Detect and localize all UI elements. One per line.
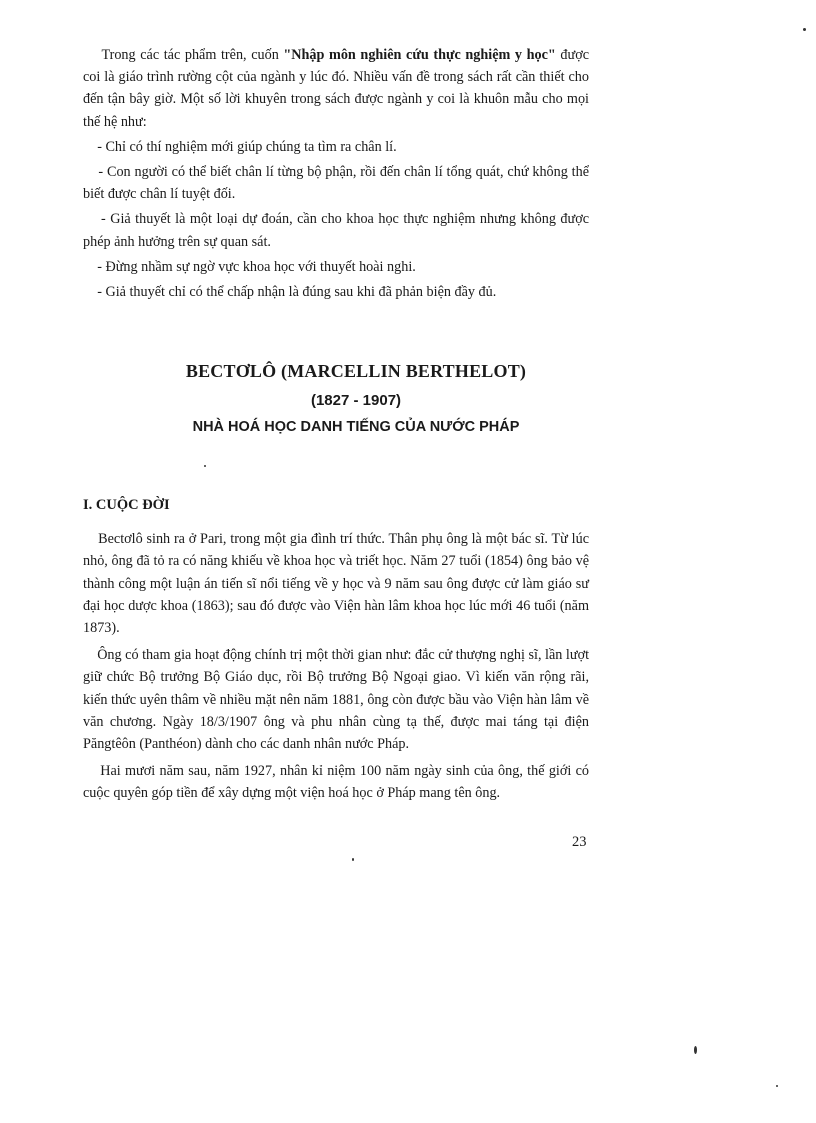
- scan-speck: [694, 1046, 697, 1054]
- bullet-item: [83, 161, 589, 205]
- body-paragraph-text: Bectơlô sinh ra ở Pari, trong một gia đình trí thức. Thân phụ ông là một bác sĩ. Từ lúc nhỏ, ông đã tỏ ra có năng khiếu về khoa học và triết học. Năm 27 tuổi (1854) ông bảo vệ thành công một luận án tiến sĩ nổi tiếng về y học và 9 năm sau ông được cử làm giáo sư đại học dược khoa (1863); sau đó được vào Viện hàn lâm khoa học lúc mới 46 tuổi (năm 1873).: [83, 531, 589, 637]
- bullet-text: - Con người có thể biết chân lí từng bộ phận, rồi đến chân lí tổng quát, chứ không thể biết được chân lí tuyệt đối.: [83, 164, 590, 203]
- bullet-item: [83, 208, 589, 252]
- scan-speck: [776, 1085, 778, 1087]
- bullet-text: - Giả thuyết chỉ có thể chấp nhận là đúng sau khi đã phản biện đầy đủ.: [97, 284, 497, 301]
- body-paragraph: [83, 528, 589, 639]
- page-number: 23: [572, 834, 587, 850]
- scan-speck: [352, 858, 354, 861]
- chapter-title: BECTƠLÔ (MARCELLIN BERTHELOT): [185, 361, 527, 382]
- bullet-text: - Giả thuyết là một loại dự đoán, cần cho khoa học thực nghiệm nhưng không được phép ảnh hưởng trên sự quan sát.: [83, 211, 590, 250]
- intro-lead: Trong các tác phẩm trên, cuốn: [101, 47, 284, 63]
- bullet-text: - Chỉ có thí nghiệm mới giúp chúng ta tìm ra chân lí.: [97, 138, 397, 155]
- scan-speck: [803, 28, 806, 31]
- bullet-text: - Đừng nhầm sự ngờ vực khoa học với thuyết hoài nghi.: [97, 258, 416, 275]
- chapter-subtitle: NHÀ HOÁ HỌC DANH TIẾNG CỦA NƯỚC PHÁP: [192, 419, 520, 436]
- scan-speck: [204, 465, 206, 467]
- chapter-years: (1827 - 1907): [310, 392, 402, 410]
- body-paragraph-text: Hai mươi năm sau, năm 1927, nhân kỉ niệm 100 năm ngày sinh của ông, thế giới có cuộc quyên góp tiền để xây dựng một viện hoá học ở Pháp mang tên ông.: [83, 763, 589, 802]
- page-content: [83, 44, 589, 805]
- section-heading: I. CUỘC ĐỜI: [83, 497, 170, 514]
- book-title: "Nhập môn nghiên cứu thực nghiệm y học": [283, 47, 556, 63]
- bullet-item: [83, 281, 589, 303]
- body-paragraph: [83, 644, 589, 755]
- bullet-item: [83, 256, 589, 278]
- body-paragraph: [83, 760, 589, 804]
- intro-rest: được coi là giáo trình rường cột của ngành y lúc đó. Nhiều vấn đề trong sách rất cần thiết cho đến tận bây giờ. Một số lời khuyên trong sách được ngành y coi là khuôn mẫu cho mọi thế hệ như:: [83, 47, 589, 130]
- body-paragraph-text: Ông có tham gia hoạt động chính trị một thời gian như: đắc cử thượng nghị sĩ, lần lượt giữ chức Bộ trưởng Bộ Giáo dục, rồi Bộ trưởng Bộ Ngoại giao. Vì kiến văn rộng rãi, kiến thức uyên thâm về nhiều mặt nên năm 1881, ông còn được bầu vào Viện hàn lâm về văn chương. Ngày 18/3/1907 ông và phu nhân cùng tạ thế, được mai táng tại điện Păngtêôn (Panthéon) dành cho các danh nhân nước Pháp.: [83, 647, 590, 753]
- bullet-item: [83, 136, 589, 158]
- intro-paragraph: [83, 44, 589, 133]
